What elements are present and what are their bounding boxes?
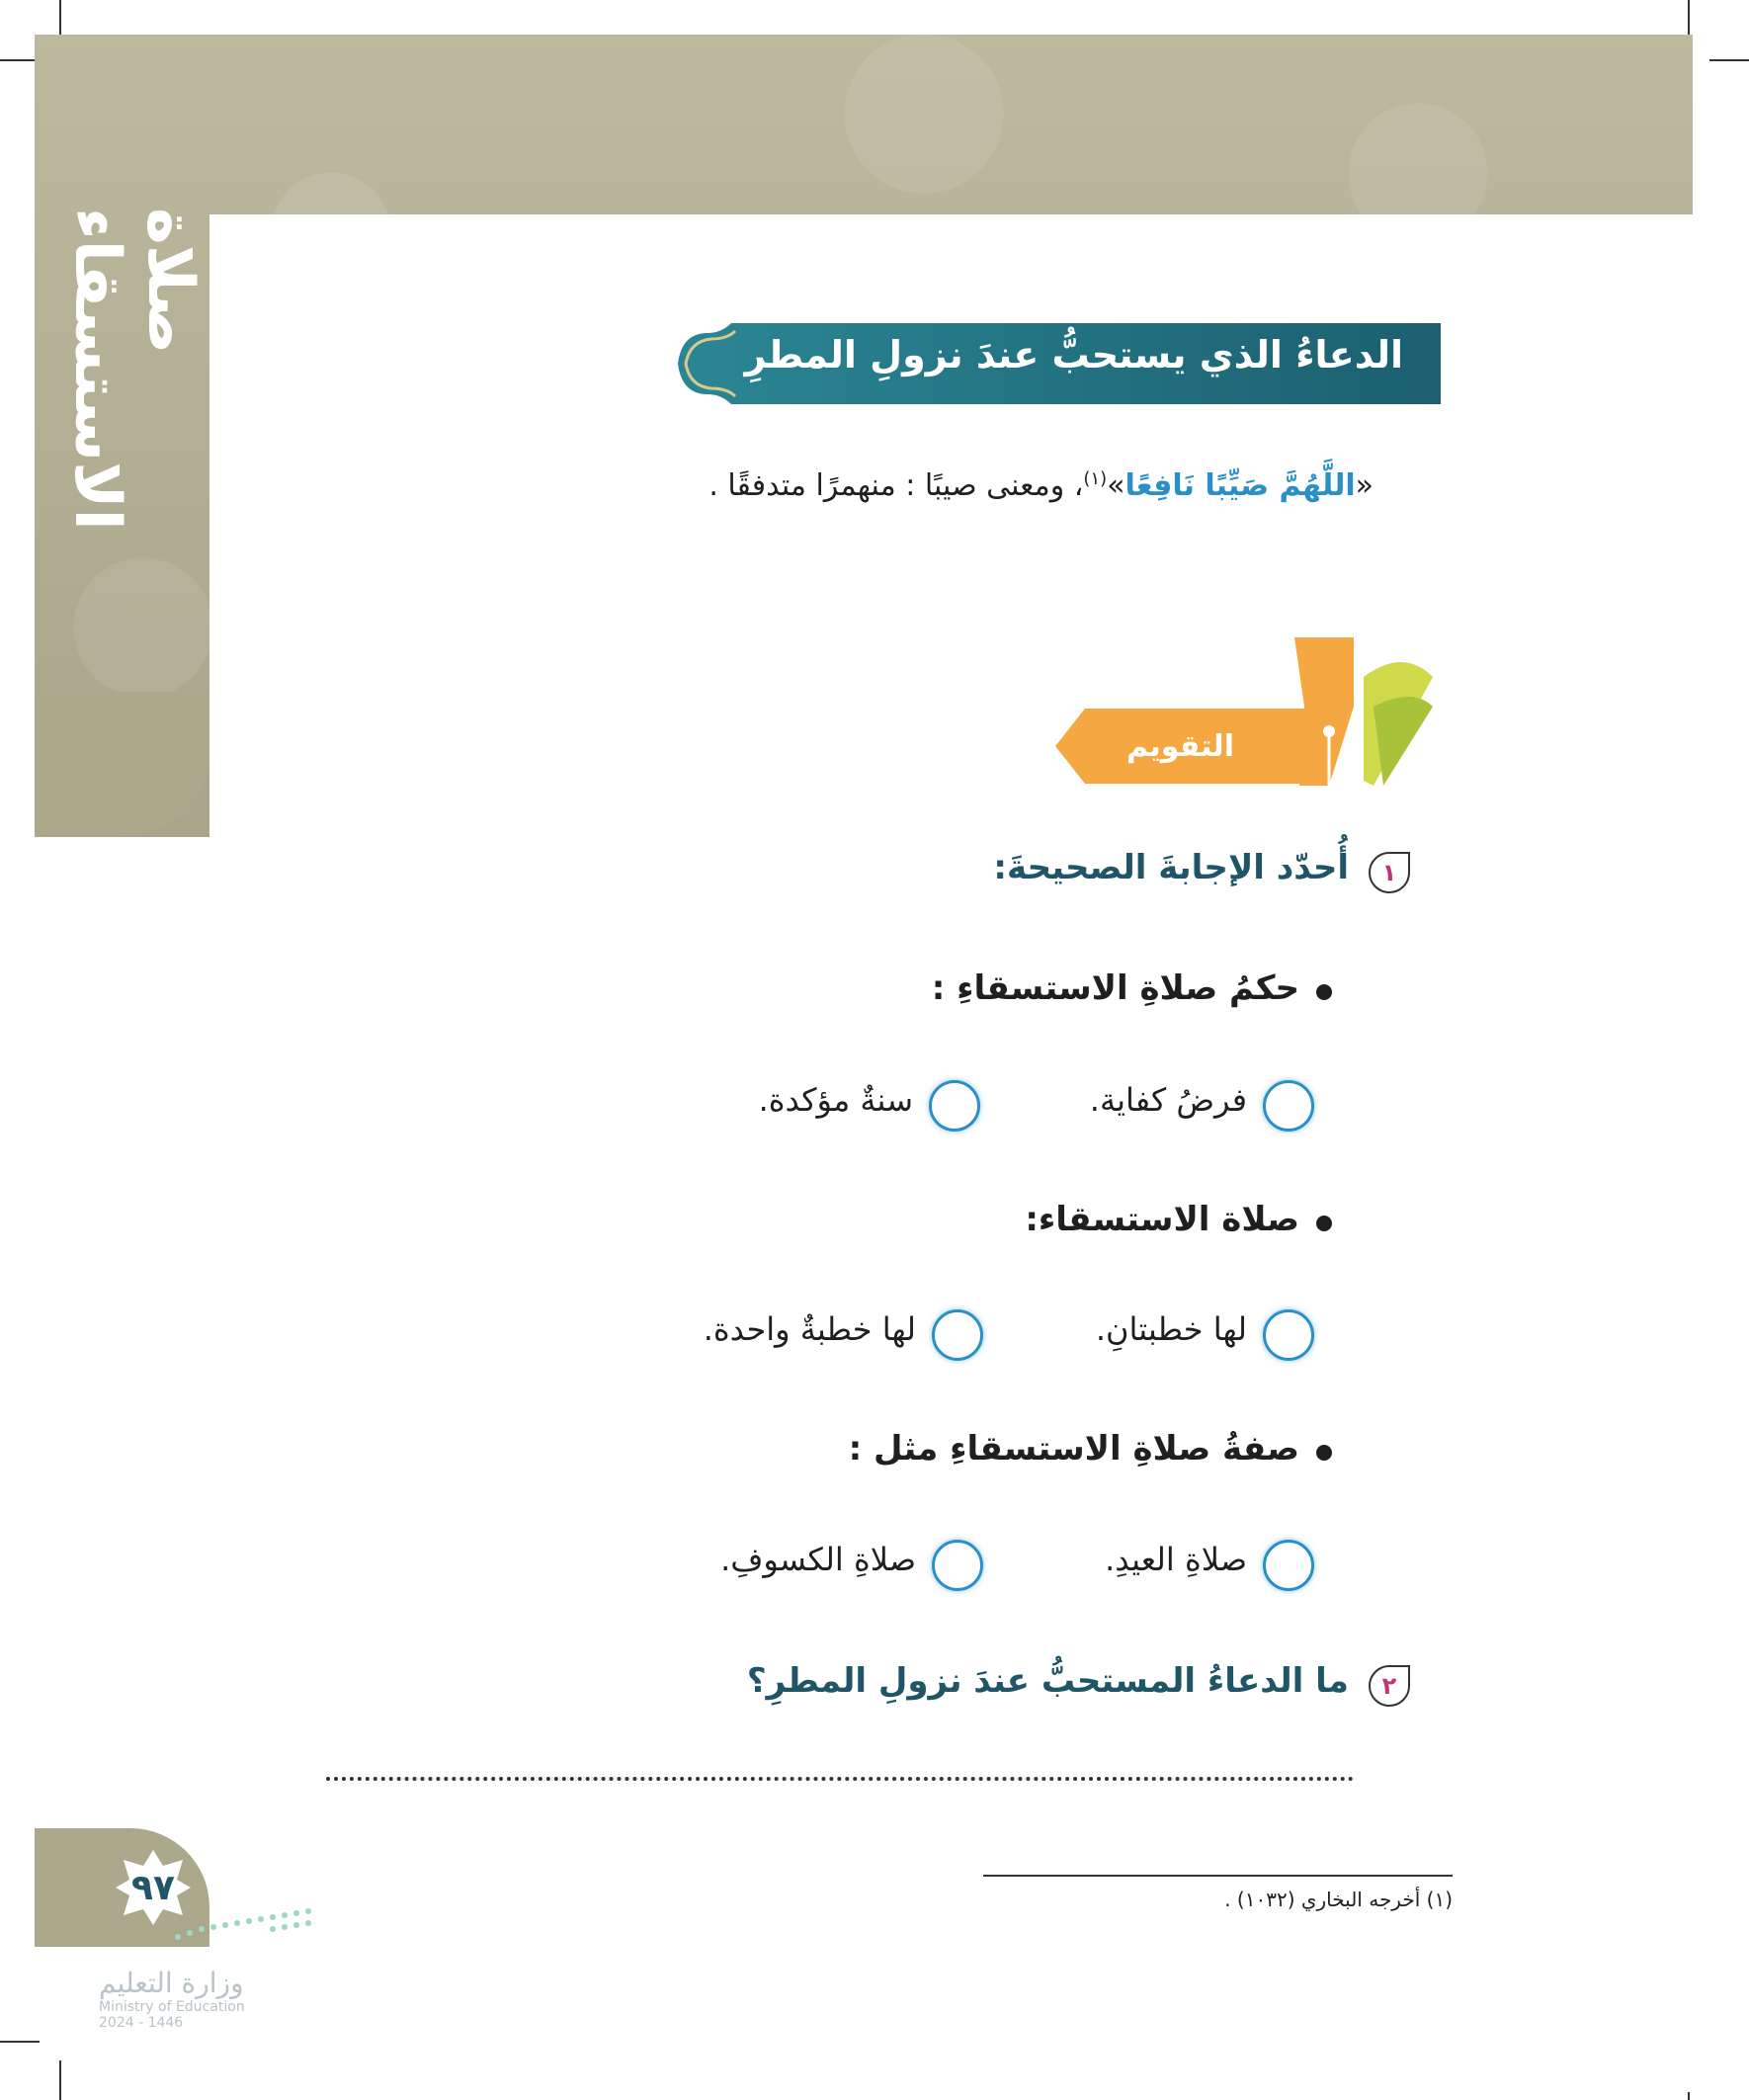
option-label: سنةٌ مؤكدة. bbox=[758, 1081, 913, 1119]
footnote: (١) أخرجه البخاري (١٠٣٢) . bbox=[1224, 1888, 1453, 1911]
ministry-dots-icon bbox=[168, 1897, 326, 1957]
crop-mark bbox=[59, 0, 61, 40]
banner-title: الدعاءُ الذي يستحبُّ عندَ نزولِ المطرِ bbox=[744, 333, 1403, 377]
page-number: ٩٧ bbox=[131, 1867, 175, 1908]
crop-mark bbox=[1688, 0, 1690, 40]
dua-arabic: اللَّهُمَّ صَيِّبًا نَافِعًا bbox=[1124, 468, 1356, 503]
ministry-year: 2024 - 1446 bbox=[99, 2015, 184, 2031]
side-chapter-title bbox=[99, 208, 168, 603]
option-radio[interactable] bbox=[1263, 1080, 1314, 1132]
crop-mark bbox=[0, 59, 40, 61]
item-1-title: حكمُ صلاةِ الاستسقاءِ : bbox=[931, 968, 1299, 1008]
option-label: لها خطبتانِ. bbox=[1095, 1310, 1247, 1348]
ministry-logo bbox=[99, 1967, 296, 2031]
ministry-name-arabic: وزارة التعليم bbox=[99, 1967, 244, 1999]
option-radio[interactable] bbox=[932, 1540, 983, 1591]
crop-mark bbox=[1709, 59, 1749, 61]
question-2-text: ما الدعاءُ المستحبُّ عندَ نزولِ المطرِ؟ bbox=[746, 1661, 1349, 1701]
ministry-name-english: Ministry of Education bbox=[99, 1999, 245, 2015]
option-label: صلاةِ العيدِ. bbox=[1105, 1541, 1247, 1578]
option-radio[interactable] bbox=[1263, 1540, 1314, 1591]
option-radio[interactable] bbox=[929, 1080, 980, 1132]
open-quote: « bbox=[1355, 468, 1374, 503]
crop-mark bbox=[59, 2060, 61, 2100]
question-number-1: ١ bbox=[1369, 852, 1410, 893]
answer-line[interactable] bbox=[326, 1769, 1354, 1781]
item-3-title: صفةُ صلاةِ الاستسقاءِ مثل : bbox=[848, 1429, 1299, 1469]
option-label: لها خطبةٌ واحدة. bbox=[703, 1310, 916, 1348]
option-radio[interactable] bbox=[1263, 1309, 1314, 1361]
dua-explanation: ، ومعنى صيبًا : منهمرًا متدفقًا . bbox=[708, 468, 1084, 503]
dua-text bbox=[385, 455, 1374, 511]
evaluation-pen-icon bbox=[1047, 637, 1443, 796]
option-label: فرضُ كفاية. bbox=[1089, 1081, 1247, 1119]
bullet-icon bbox=[1316, 1445, 1332, 1461]
option-label: صلاةِ الكسوفِ. bbox=[720, 1541, 916, 1578]
section-banner bbox=[672, 321, 1443, 406]
item-2-title: صلاة الاستسقاء: bbox=[1025, 1200, 1299, 1239]
option-radio[interactable] bbox=[932, 1309, 983, 1361]
question-number-2: ٢ bbox=[1369, 1665, 1410, 1707]
question-1-text: أُحدّد الإجابةَ الصحيحةَ: bbox=[993, 848, 1349, 887]
evaluation-label: التقويم bbox=[1126, 729, 1234, 764]
footnote-divider bbox=[983, 1875, 1453, 1877]
close-quote: » bbox=[1107, 468, 1125, 503]
bullet-icon bbox=[1316, 984, 1332, 1000]
bullet-icon bbox=[1316, 1216, 1332, 1231]
crop-mark bbox=[0, 2041, 40, 2043]
footnote-ref: (١) bbox=[1083, 468, 1108, 489]
